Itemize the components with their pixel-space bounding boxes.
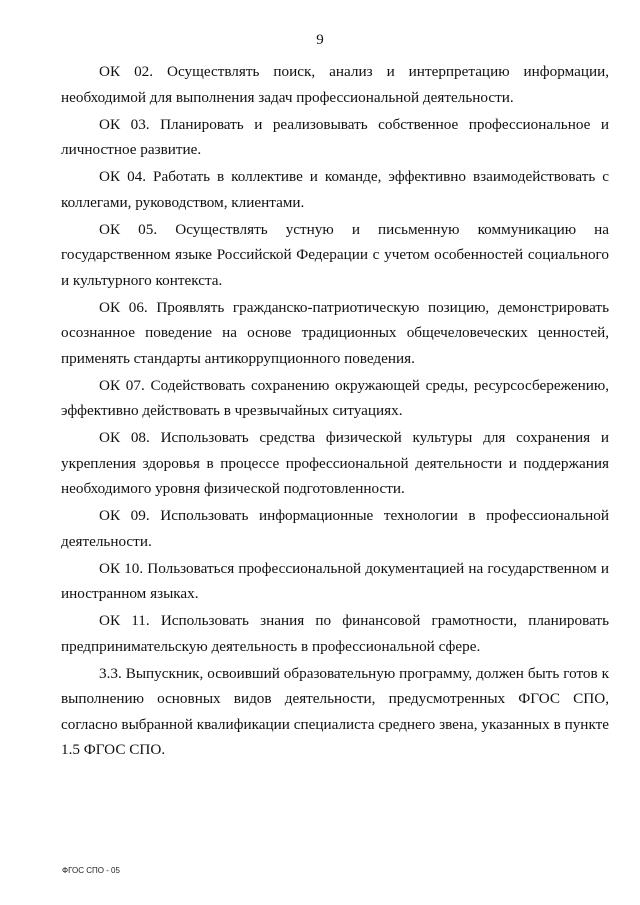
paragraph-ok-11: ОК 11. Использовать знания по финансовой грамотности, планировать предпринимательскую деятельность в профессиональной сфере. [61, 612, 609, 655]
paragraph-ok-07: ОК 07. Содействовать сохранению окружающей среды, ресурсосбережению, эффективно действовать в чрезвычайных ситуациях. [61, 376, 609, 419]
paragraph-ok-09: ОК 09. Использовать информационные технологии в профессиональной деятельности. [61, 507, 609, 550]
paragraph-ok-02: ОК 02. Осуществлять поиск, анализ и интерпретацию информации, необходимой для выполнения задач профессиональной деятельности. [61, 63, 609, 106]
page-number: 9 [316, 32, 324, 48]
paragraph-3-3: 3.3. Выпускник, освоивший образовательную программу, должен быть готов к выполнению основных видов деятельности, предусмотренных ФГОС СПО, согласно выбранной квалификации специалиста среднего звена, указанных в пункте 1.5 ФГОС СПО. [61, 664, 609, 758]
document-footer: ФГОС СПО - 05 [62, 866, 120, 875]
paragraph-ok-03: ОК 03. Планировать и реализовывать собственное профессиональное и личностное развитие. [61, 115, 609, 158]
paragraph-ok-08: ОК 08. Использовать средства физической культуры для сохранения и укрепления здоровья в процессе профессиональной деятельности и поддержания необходимого уровня физической подготовленности. [61, 429, 609, 497]
paragraph-ok-06: ОК 06. Проявлять гражданско-патриотическую позицию, демонстрировать осознанное поведение на основе традиционных общечеловеческих ценностей, применять стандарты антикоррупционного поведения. [61, 298, 609, 367]
paragraph-ok-10: ОК 10. Пользоваться профессиональной документацией на государственном и иностранном языках. [61, 559, 609, 602]
paragraph-ok-04: ОК 04. Работать в коллективе и команде, эффективно взаимодействовать с коллегами, руководством, клиентами. [61, 168, 609, 211]
document-body [61, 59, 609, 764]
paragraph-ok-05: ОК 05. Осуществлять устную и письменную коммуникацию на государственном языке Российской Федерации с учетом особенностей социального и культурного контекста. [61, 220, 609, 289]
